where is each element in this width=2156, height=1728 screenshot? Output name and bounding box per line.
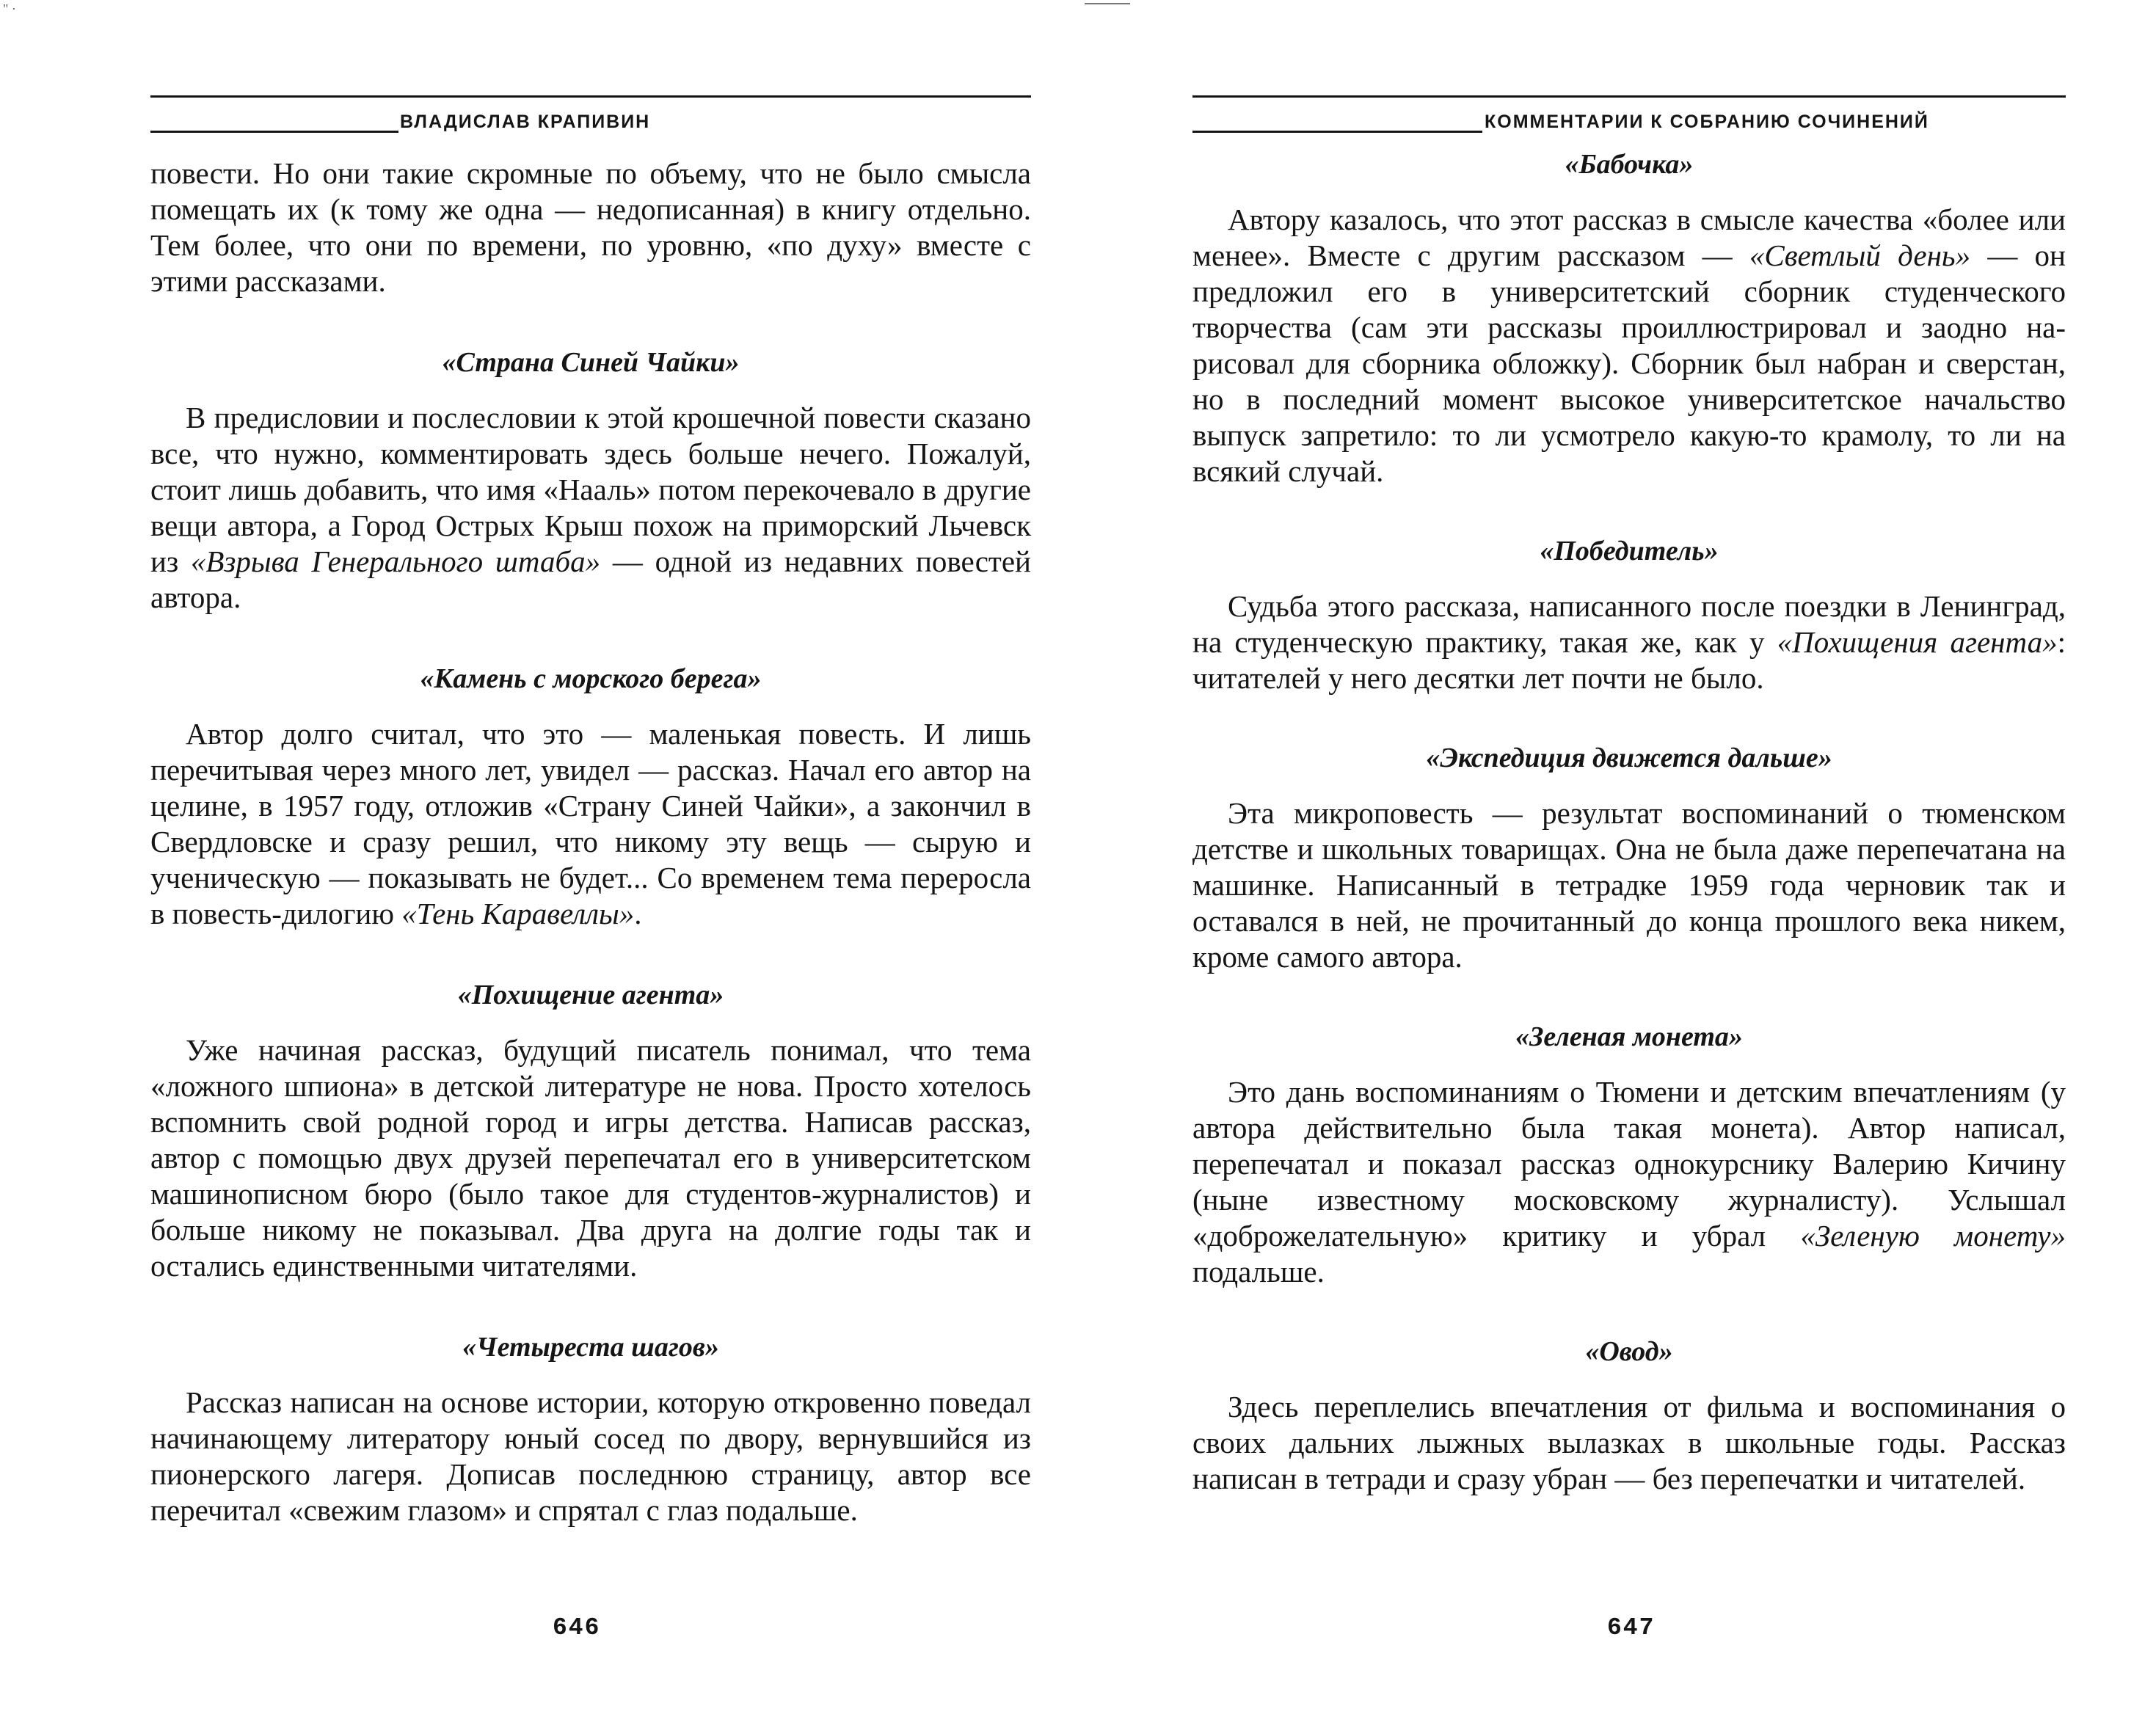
gutter-mark <box>1085 3 1130 4</box>
section-title: «Страна Синей Чайки» <box>442 347 740 378</box>
section-paragraph: Это дань воспоминаниям о Тюмени и детским впечатлениям (у автора действительно была такая монета). Автор написал, перепечатал и показал рассказ однокурснику Валерию Кичину (ныне известному московскому журналисту). Услышал «доброжелательную» критику и убрал «Зеленую монету» подальше. <box>1192 1075 2066 1288</box>
section-paragraph: Рассказ написан на основе истории, которую откровенно поведал начинающему литератору юный сосед по двору, вернувшийся из пионерского лагеря. Дописав последнюю страницу, автор все перечитал «свежим глазом» и спрятал с глаз подальше. <box>150 1385 1031 1527</box>
section-title: «Бабочка» <box>1565 149 1694 180</box>
section-paragraph: Здесь переплелись впечатления от фильма и воспоминания о своих дальних лыжных вылазках в школьные годы. Рассказ написан в тетради и сразу убран — без перепечатки и читателей. <box>1192 1390 2066 1495</box>
running-head <box>1192 95 2066 139</box>
page-number: 646 <box>553 1614 601 1641</box>
section-title: «Экспедиция движется дальше» <box>1426 743 1832 773</box>
left-page <box>150 0 1031 1728</box>
author-running-head: ВЛАДИСЛАВ КРАПИВИН <box>400 112 651 132</box>
section-paragraph: В предисловии и послесловии к этой крошечной повести сказано все, что нужно, комментировать здесь больше нечего. Пожалуй, стоит лишь добавить, что имя «Нааль» потом перекочевало в другие вещи автора, а Город Острых Крыш похож на приморский Льчевск из «Взрыва Генерального штаба» — одной из недавних повестей автора. <box>150 401 1031 614</box>
section-paragraph: Эта микроповесть — результат воспоминаний о тюменском детстве и школьных товарищах. Она не была даже перепечатана на машинке. Написанный в тетрадке 1959 года черновик так и оставался в ней, не прочитанный до конца прошлого века никем, кроме самого автора. <box>1192 796 2066 974</box>
work-title: «Светлый день» <box>1749 238 1971 272</box>
section-paragraph: Уже начиная рассказ, будущий писатель понимал, что тема «ложного шпиона» в детской литературе не нова. Просто хотелось вспомнить свой родной город и игры детства. Написав рассказ, автор с помощью двух друзей перепечатал его в университетском машинописном бюро (было такое для студентов-журналистов) и больше никому не показывал. Два друга на долгие годы так и остались единственными читателями. <box>150 1033 1031 1283</box>
header-rule <box>1192 95 2066 98</box>
header-rule-short <box>150 131 398 133</box>
work-title: «Зеленую монету» <box>1800 1219 2066 1253</box>
section-paragraph: Автору казалось, что этот рассказ в смысле качества «более или менее». Вместе с другим рассказом — «Светлый день» — он предложил его в университетский сборник студенческого творчества (сам эти рассказы проиллюстрировал и заодно нарисовал для сборника обложку). Сборник был набран и сверстан, но в последний момент высокое университетское начальство выпуск запретило: то ли усмотрело какую-то крамолу, то ли на всякий случай. <box>1192 203 2066 488</box>
right-page <box>1192 0 2066 1728</box>
section-title: «Четыреста шагов» <box>462 1332 719 1363</box>
intro-paragraph: повести. Но они такие скромные по объему, что не было смысла помещать их (к тому же одна — недописанная) в книгу отдельно. Тем более, что они по времени, по уровню, «по духу» вместе с этими рассказами. <box>150 156 1031 298</box>
work-title: «Похищения агента» <box>1777 625 2058 659</box>
header-rule <box>150 95 1031 98</box>
page-number: 647 <box>1607 1614 1656 1641</box>
scan-corner-mark: " · <box>3 1 16 16</box>
section-paragraph: Судьба этого рассказа, написанного после поездки в Ленинград, на студенческую практику, такая же, как у «Похищения агента»: читателей у него десятки лет почти не было. <box>1192 589 2066 695</box>
page-body <box>1192 147 2066 1497</box>
section-title: «Камень с морского берега» <box>420 663 762 694</box>
section-title: «Овод» <box>1585 1336 1673 1367</box>
book-running-head: КОММЕНТАРИИ К СОБРАНИЮ СОЧИНЕНИЙ <box>1485 112 1929 132</box>
work-title: «Взрыва Генерального штаба» <box>190 544 601 578</box>
page-body <box>150 156 1031 1528</box>
section-paragraph: Автор долго считал, что это — маленькая повесть. И лишь перечитывая через много лет, увидел — рассказ. Начал его автор на целине, в 1957 году, отложив «Страну Синей Чайки», а закончил в Свердловске и сразу решил, что никому эту вещь — сырую и ученическую — показывать не будет... Со временем тема переросла в повесть-дилогию «Тень Каравеллы». <box>150 717 1031 930</box>
running-head <box>150 95 1031 139</box>
header-rule-short <box>1192 131 1482 133</box>
work-title: «Тень Каравеллы» <box>401 897 635 930</box>
section-title: «Победитель» <box>1540 536 1719 566</box>
section-title: «Похищение агента» <box>457 980 724 1010</box>
section-title: «Зеленая монета» <box>1515 1021 1743 1052</box>
